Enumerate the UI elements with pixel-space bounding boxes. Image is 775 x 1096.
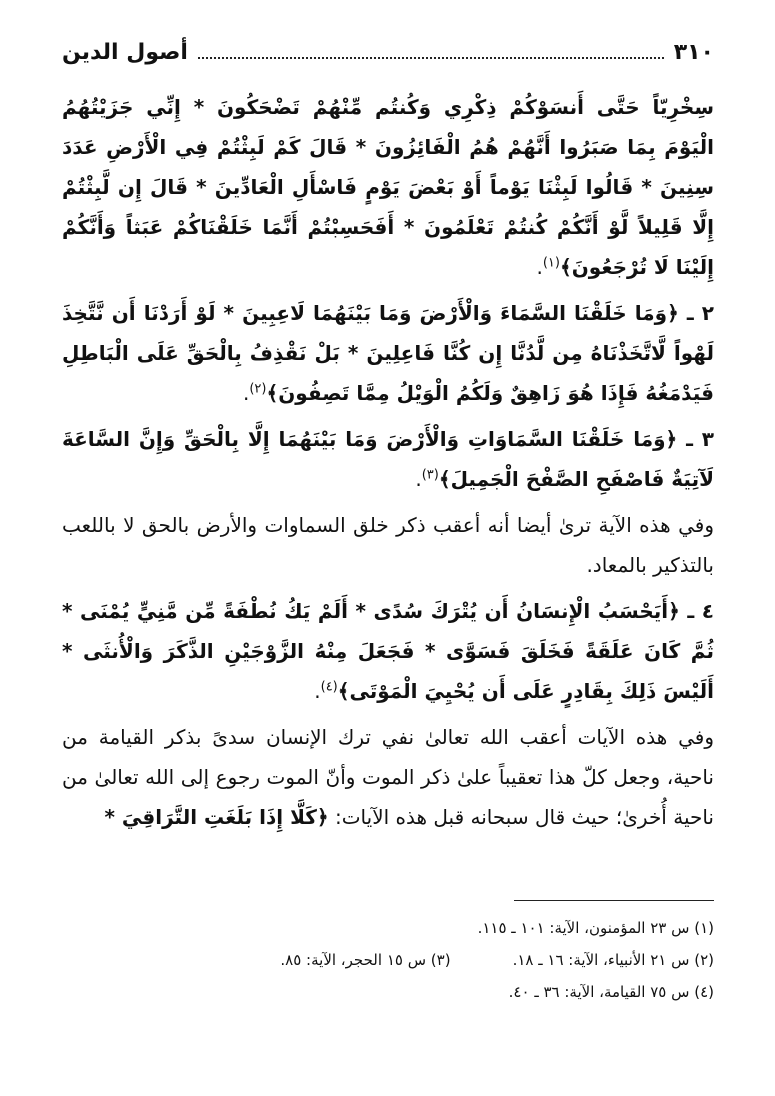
book-page: [62, 32, 714, 1072]
footnote-line: [62, 976, 714, 1008]
page-number: ٣١٠: [673, 39, 714, 65]
footnotes: [62, 912, 714, 1008]
footnote-2: (٢) س ٢١ الأنبياء، الآية: ١٦ ـ ١٨.: [512, 951, 714, 969]
period: .: [536, 255, 543, 279]
quran-verse: سِخْرِيّاً حَتَّى أَنسَوْكُمْ ذِكْرِي وَكُنتُم مِّنْهُمْ تَضْحَكُونَ * إِنِّي جَزَيْتُهُمُ الْيَوْمَ بِمَا صَبَرُوا أَنَّهُمْ هُمُ الْفَائِزُونَ * قَالَ كَمْ لَبِثْتُمْ فِي الْأَرْضِ عَدَدَ سِنِينَ * قَالُوا لَبِثْنَا يَوْماً أَوْ بَعْضَ يَوْمٍ فَاسْأَلِ الْعَادِّينَ * قَالَ إِن لَّبِثْتُمْ إِلَّا قَلِيلاً لَّوْ أَنَّكُمْ كُنتُمْ تَعْلَمُونَ * أَفَحَسِبْتُمْ أَنَّمَا خَلَقْنَاكُمْ عَبَثاً وَأَنَّكُمْ إِلَيْنَا لَا تُرْجَعُونَ﴾: [62, 95, 714, 279]
paragraph-4: [62, 505, 714, 585]
paragraph-2: [62, 293, 714, 413]
footnote-divider: [514, 900, 714, 901]
paragraph-3: [62, 419, 714, 499]
book-title: أصول الدين: [62, 39, 188, 65]
period: .: [314, 679, 321, 703]
footnote-line: [62, 944, 714, 976]
paragraph-1: [62, 87, 714, 287]
paragraph-5: [62, 591, 714, 711]
footnote-ref: (١): [542, 255, 560, 271]
period: .: [242, 381, 250, 405]
footnote-ref: (٢): [249, 381, 267, 397]
prose-text: وفي هذه الآيات أعقب الله تعالىٰ نفي ترك الإنسان سدىً بذكر القيامة من ناحية، وجعل كلّ هذا تعقيباً علىٰ ذكر الموت وأنّ الموت رجوع إلى الله تعالىٰ من ناحية أُخرىٰ؛ حيث قال سبحانه قبل هذه الآيات:: [62, 725, 714, 829]
quran-verse: ٢ ـ ﴿وَمَا خَلَقْنَا السَّمَاءَ وَالْأَرْضَ وَمَا بَيْنَهُمَا لَاعِبِينَ * لَوْ أَرَدْنَا أَن نَّتَّخِذَ لَهْواً لَّاتَّخَذْنَاهُ مِن لَّدُنَّا إِن كُنَّا فَاعِلِينَ * بَلْ نَقْذِفُ بِالْحَقِّ عَلَى الْبَاطِلِ فَيَدْمَغُهُ فَإِذَا هُوَ زَاهِقٌ وَلَكُمُ الْوَيْلُ مِمَّا تَصِفُونَ﴾: [62, 301, 714, 405]
main-text: [62, 87, 714, 837]
footnote-line: [62, 912, 714, 944]
quran-verse: ٤ ـ ﴿أَيَحْسَبُ الْإِنسَانُ أَن يُتْرَكَ سُدًى * أَلَمْ يَكُ نُطْفَةً مِّن مَّنِيٍّ يُمْنَى * ثُمَّ كَانَ عَلَقَةً فَخَلَقَ فَسَوَّى * فَجَعَلَ مِنْهُ الزَّوْجَيْنِ الذَّكَرَ وَالْأُنثَى * أَلَيْسَ ذَلِكَ بِقَادِرٍ عَلَى أَن يُحْيِيَ الْمَوْتَى﴾: [62, 599, 714, 703]
footnote-4: (٤) س ٧٥ القيامة، الآية: ٣٦ ـ ٤٠.: [508, 983, 714, 1001]
leader-dots: [198, 57, 664, 59]
period: .: [415, 467, 422, 491]
quran-verse: ﴿كَلَّا إِذَا بَلَغَتِ التَّرَاقِيَ *: [104, 805, 329, 829]
footnote-1: (١) س ٢٣ المؤمنون، الآية: ١٠١ ـ ١١٥.: [477, 919, 714, 937]
prose-text: وفي هذه الآية ترىٰ أيضا أنه أعقب ذكر خلق السماوات والأرض بالحق لا باللعب بالتذكير بالمعاد.: [62, 513, 714, 577]
paragraph-6: [62, 717, 714, 837]
footnote-ref: (٤): [320, 679, 338, 695]
footnote-ref: (٣): [421, 467, 439, 483]
footnote-3: (٣) س ١٥ الحجر، الآية: ٨٥.: [280, 951, 451, 969]
running-header: [62, 32, 714, 73]
quran-verse: ٣ ـ ﴿وَمَا خَلَقْنَا السَّمَاوَاتِ وَالْأَرْضَ وَمَا بَيْنَهُمَا إِلَّا بِالْحَقِّ وَإِنَّ السَّاعَةَ لَآتِيَةٌ فَاصْفَحِ الصَّفْحَ الْجَمِيلَ﴾: [62, 427, 714, 491]
